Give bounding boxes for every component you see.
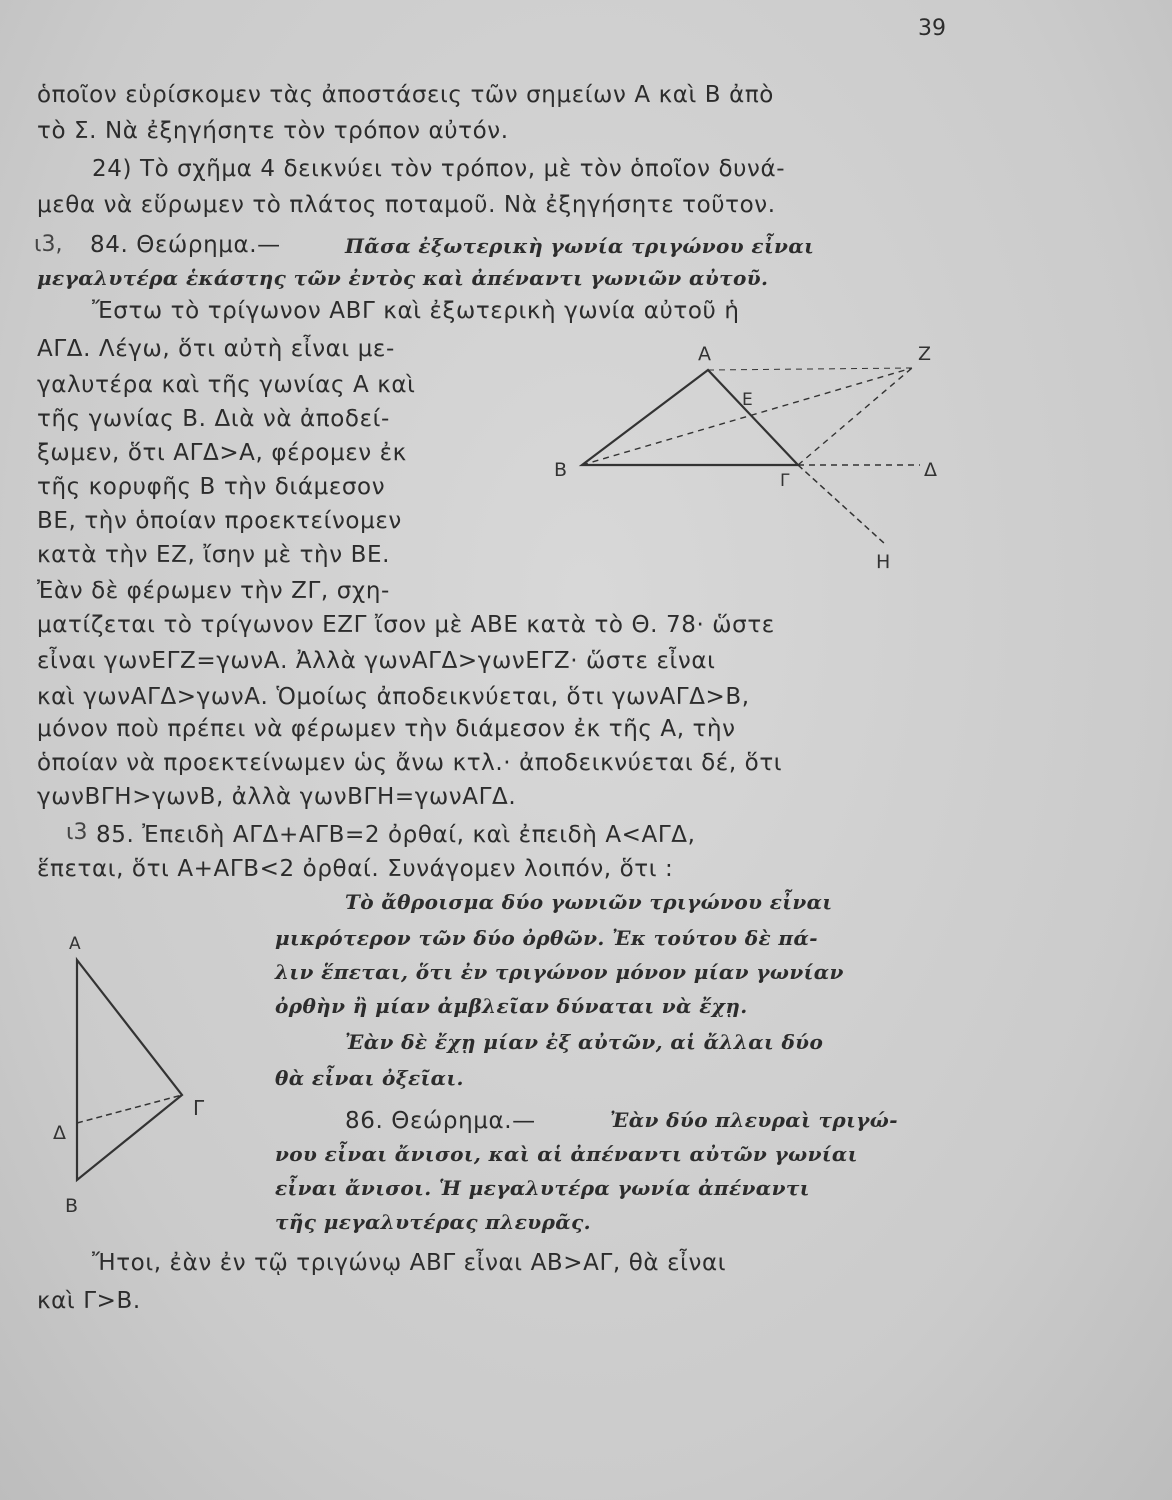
text-line: μεθα νὰ εὕρωμεν τὸ πλάτος ποταμοῦ. Νὰ ἐξηγήσητε τοῦτον. — [37, 192, 776, 218]
text-line: Ἔστω τὸ τρίγωνον ΑΒΓ καὶ ἐξωτερικὴ γωνία αὐτοῦ ἡ — [92, 298, 740, 324]
theorem-statement: θὰ εἶναι ὀξεῖαι. — [275, 1066, 464, 1090]
text-line: ματίζεται τὸ τρίγωνον ΕΖΓ ἴσον μὲ ΑΒΕ κατὰ τὸ Θ. 78· ὥστε — [37, 612, 775, 638]
segment-gh — [798, 465, 885, 544]
text-line: ὁποῖον εὑρίσκομεν τὰς ἀποστάσεις τῶν σημείων Α καὶ Β ἀπὸ — [37, 82, 774, 108]
margin-pencil-mark: ι3, — [34, 232, 63, 257]
text-line: Ἤτοι, ἐὰν ἐν τῷ τριγώνῳ ΑΒΓ εἶναι ΑΒ>ΑΓ, θὰ εἶναι — [92, 1250, 727, 1276]
text-line: ὁποίαν νὰ προεκτείνωμεν ὡς ἄνω κτλ.· ἀποδεικνύεται δέ, ὅτι — [37, 750, 783, 776]
theorem-heading: 84. Θεώρημα.— — [90, 232, 281, 258]
text-line: ΑΓΔ. Λέγω, ὅτι αὐτὴ εἶναι με- — [37, 336, 395, 362]
text-line: τῆς κορυφῆς Β τὴν διάμεσον — [37, 474, 386, 500]
text-line: καὶ γωνΑΓΔ>γωνΑ. Ὁμοίως ἀποδεικνύεται, ὅτι γωνΑΓΔ>Β, — [37, 684, 750, 710]
label-g: Γ — [780, 471, 790, 491]
text-line: εἶναι γωνΕΓΖ=γωνΑ. Ἀλλὰ γωνΑΓΔ>γωνΕΓΖ· ὥστε εἶναι — [37, 648, 716, 674]
theorem-statement: λιν ἕπεται, ὅτι ἐν τριγώνον μόνον μίαν γωνίαν — [275, 960, 844, 984]
text-line: τῆς γωνίας Β. Διὰ νὰ ἀποδεί- — [37, 406, 390, 432]
text-line: ΒΕ, τὴν ὁποίαν προεκτείνομεν — [37, 508, 402, 534]
triangle-abg — [77, 960, 182, 1180]
segment-zg — [798, 368, 912, 465]
theorem-statement: μεγαλυτέρα ἑκάστης τῶν ἐντὸς καὶ ἀπέναντι γωνιῶν αὐτοῦ. — [37, 266, 769, 290]
text-line: 24) Τὸ σχῆμα 4 δεικνύει τὸν τρόπον, μὲ τὸν ὁποῖον δυνά- — [92, 156, 786, 182]
label-h: Η — [876, 551, 891, 573]
label-b: Β — [65, 1195, 79, 1217]
margin-pencil-mark: ι3 — [66, 820, 88, 845]
label-z: Ζ — [918, 343, 932, 365]
text-line: γαλυτέρα καὶ τῆς γωνίας Α καὶ — [37, 372, 416, 398]
label-d: Δ — [53, 1122, 66, 1144]
theorem-heading: 86. Θεώρημα.— — [345, 1108, 536, 1134]
theorem-statement: Πᾶσα ἐξωτερικὴ γωνία τριγώνου εἶναι — [345, 234, 815, 258]
label-e: Ε — [742, 390, 753, 410]
theorem-statement: τῆς μεγαλυτέρας πλευρᾶς. — [275, 1210, 592, 1234]
figure-exterior-angle — [540, 330, 960, 580]
theorem-statement: Ἐὰν δὲ ἔχῃ μίαν ἐξ αὐτῶν, αἱ ἄλλαι δύο — [345, 1030, 824, 1054]
text-line: κατὰ τὴν ΕΖ, ἴσην μὲ τὴν ΒΕ. — [37, 542, 391, 568]
faint-line-az — [708, 368, 912, 370]
label-a: Α — [69, 934, 81, 954]
text-line: Ἐὰν δὲ φέρωμεν τὴν ΖΓ, σχη- — [37, 578, 390, 604]
label-g: Γ — [193, 1096, 205, 1120]
text-line: 85. Ἐπειδὴ ΑΓΔ+ΑΓΒ=2 ὀρθαί, καὶ ἐπειδὴ Α<ΑΓΔ, — [96, 822, 696, 848]
text-line: γωνΒΓΗ>γωνΒ, ἀλλὰ γωνΒΓΗ=γωνΑΓΔ. — [37, 784, 517, 810]
theorem-statement: Ἐὰν δύο πλευραὶ τριγώ- — [610, 1108, 898, 1132]
theorem-statement: Τὸ ἄθροισμα δύο γωνιῶν τριγώνου εἶναι — [345, 890, 833, 914]
text-line: ξωμεν, ὅτι ΑΓΔ>Α, φέρομεν ἐκ — [37, 440, 407, 466]
figure-triangle-abg — [45, 925, 245, 1225]
theorem-statement: μικρότερον τῶν δύο ὀρθῶν. Ἐκ τούτου δὲ πά- — [275, 926, 818, 950]
label-d: Δ — [924, 459, 937, 481]
triangle-abg — [582, 370, 798, 465]
theorem-statement: εἶναι ἄνισοι. Ἡ μεγαλυτέρα γωνία ἀπέναντι — [275, 1176, 810, 1200]
text-line: μόνον ποὺ πρέπει νὰ φέρωμεν τὴν διάμεσον ἐκ τῆς Α, τὴν — [37, 716, 736, 742]
label-b: Β — [554, 459, 568, 481]
text-line: ἕπεται, ὅτι Α+ΑΓΒ<2 ὀρθαί. Συνάγομεν λοιπόν, ὅτι : — [37, 856, 674, 882]
theorem-statement: ὀρθὴν ἢ μίαν ἀμβλεῖαν δύναται νὰ ἔχῃ. — [275, 994, 748, 1018]
median-bez — [582, 368, 912, 465]
theorem-statement: νου εἶναι ἄνισοι, καὶ αἱ ἀπέναντι αὐτῶν γωνίαι — [275, 1142, 858, 1166]
text-line: τὸ Σ. Νὰ ἐξηγήσητε τὸν τρόπον αὐτόν. — [37, 118, 509, 144]
label-a: Α — [698, 343, 711, 365]
page-number: 39 — [918, 16, 946, 41]
text-line: καὶ Γ>Β. — [37, 1288, 141, 1314]
